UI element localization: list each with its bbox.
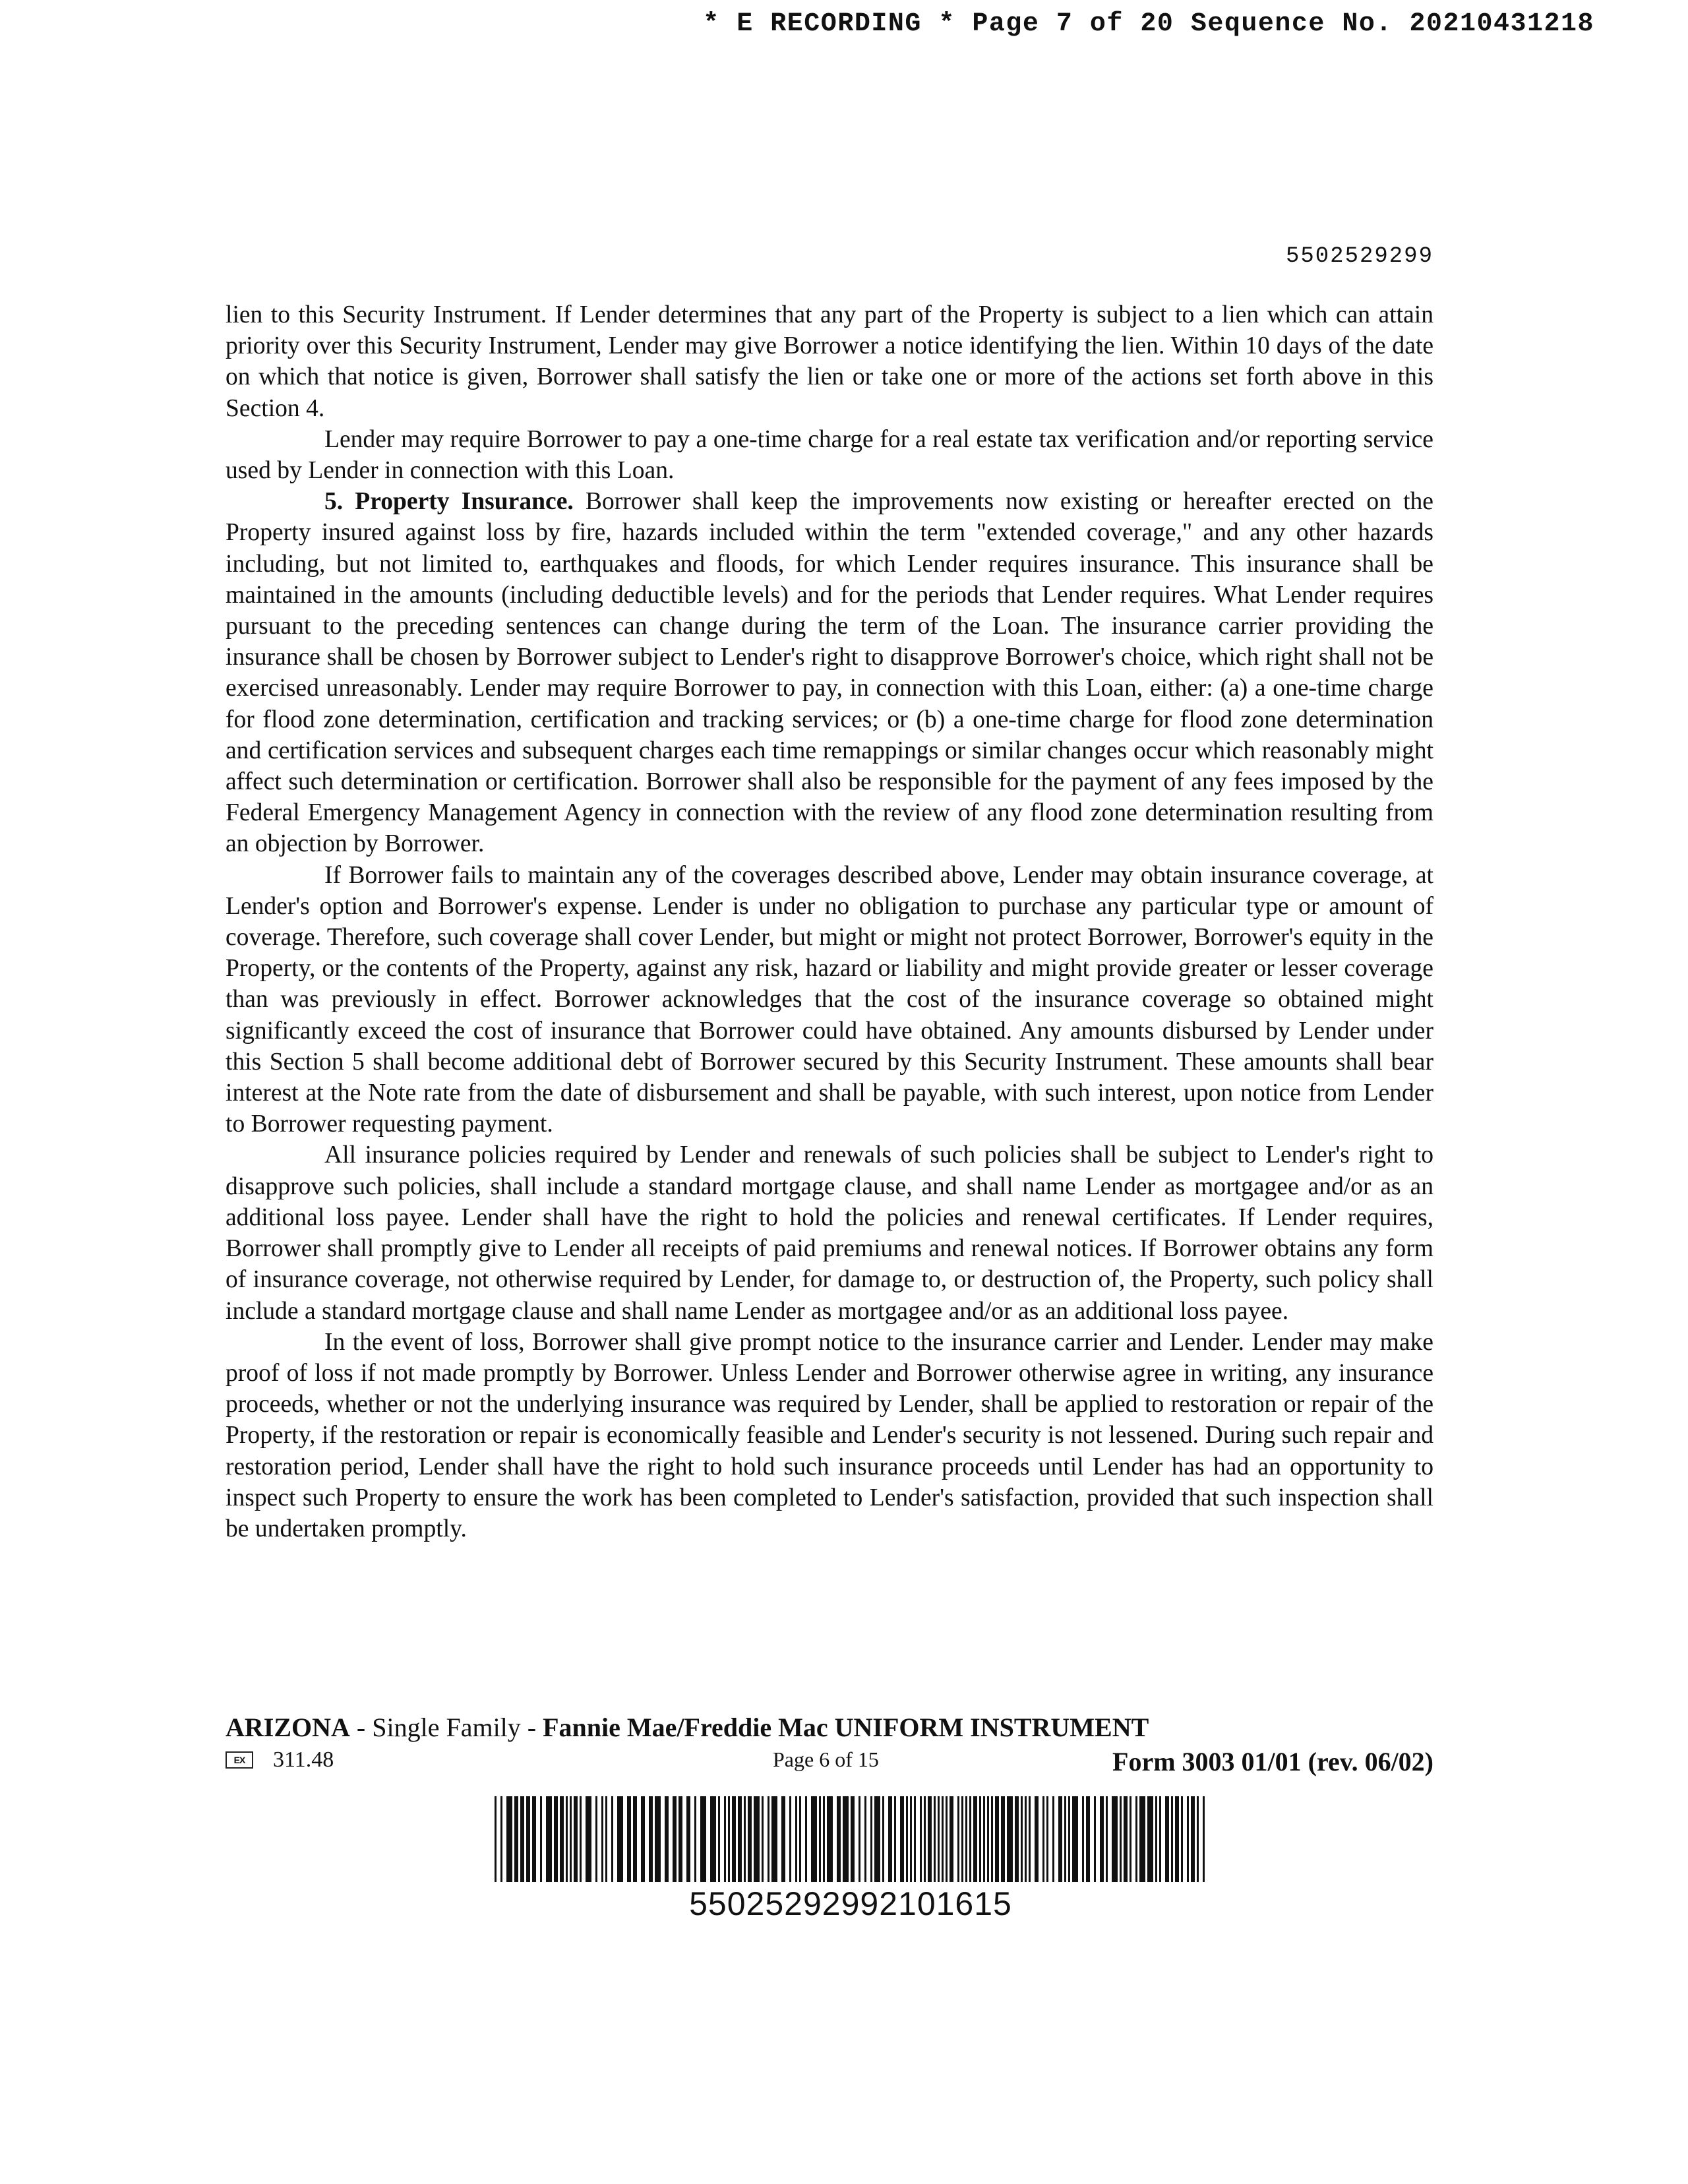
recording-header: * E RECORDING * Page 7 of 20 Sequence No. 20210431218 bbox=[703, 9, 1594, 39]
barcode-bar bbox=[768, 1796, 769, 1882]
barcode-bar bbox=[957, 1796, 959, 1882]
barcode-bar bbox=[605, 1796, 607, 1882]
barcode-bar bbox=[874, 1796, 880, 1882]
barcode-bar bbox=[1130, 1796, 1131, 1882]
barcode-bar bbox=[1094, 1796, 1096, 1882]
form-number: Form 3003 01/01 (rev. 06/02) bbox=[1112, 1747, 1433, 1776]
barcode-bar bbox=[1082, 1796, 1084, 1882]
barcode-bar bbox=[870, 1796, 872, 1882]
barcode-bar bbox=[560, 1796, 564, 1882]
footer-instrument-title bbox=[226, 1712, 1149, 1743]
paragraph-insurance-policies: All insurance policies required by Lender and renewals of such policies shall be subject to Lender's right to disapprove such policies, shall include a standard mortgage clause, and shall name Lender as mortgagee and/or as an additional loss payee. Lender shall have the right to hold the policies and renewal certificates. If Lender requires, Borrower shall promptly give to Lender all receipts of paid premiums and renewal notices. If Borrower obtains any form of insurance coverage, not otherwise required by Lender, for damage to, or destruction of, the Property, such policy shall include a standard mortgage clause and shall name Lender as mortgagee and/or as an additional loss payee. bbox=[226, 1141, 1433, 1325]
barcode-bar bbox=[1171, 1796, 1173, 1882]
paragraph-event-of-loss: In the event of loss, Borrower shall give prompt notice to the insurance carrier and Lender. Lender may make proof of loss if not made promptly by Borrower. Unless Lender and Borrower otherwise agree in writing, any insurance proceeds, whether or not the underlying insurance was required by Lender, shall be applied to restoration or repair of the Property, if the restoration or repair is economically feasible and Lender's security is not lessened. During such repair and restoration period, Lender shall have the right to hold such insurance proceeds until Lender has had an opportunity to inspect such Property to ensure the work has been completed to Lender's satisfaction, provided that such inspection shall be undertaken promptly. bbox=[226, 1328, 1433, 1542]
barcode-bar bbox=[934, 1796, 936, 1882]
barcode-bar bbox=[1181, 1796, 1183, 1882]
barcode-bar bbox=[1072, 1796, 1078, 1882]
barcode-bar bbox=[1175, 1796, 1179, 1882]
paragraph-property-insurance-text: Borrower shall keep the improvements now existing or hereafter erected on the Property insured against loss by fire, hazards included within the term "extended coverage," and any other hazards including, but not limited to, earthquakes and floods, for which Lender requires insurance. This insurance shall be maintained in the amounts (including deductible levels) and for the periods that Lender requires. What Lender requires pursuant to the preceding sentences can change during the term of the Loan. The insurance carrier providing the insurance shall be chosen by Borrower subject to Lender's right to disapprove Borrower's choice, which right shall not be exercised unreasonably. Lender may require Borrower to pay, in connection with this Loan, either: (a) a one-time charge for flood zone determination, certification and tracking services; or (b) a one-time charge for flood zone determination and certification services and subsequent charges each time remappings or similar changes occur which reasonably might affect such determination or certification. Borrower shall also be responsible for the payment of any fees imposed by the Federal Emergency Management Agency in connection with the review of any flood zone determination resulting from an objection by Borrower. bbox=[226, 488, 1433, 858]
barcode-bar bbox=[1007, 1796, 1013, 1882]
page-number: Page 6 of 15 bbox=[773, 1747, 879, 1771]
barcode-bar bbox=[882, 1796, 884, 1882]
barcode-bar bbox=[851, 1796, 855, 1882]
barcode-bar bbox=[965, 1796, 967, 1882]
paragraph-lien: lien to this Security Instrument. If Lender determines that any part of the Property is subject to a lien which can attain priority over this Security Instrument, Lender may give Borrower a notice identifying the lien. Within 10 days of the date on which that notice is given, Borrower shall satisfy the lien or take one or more of the actions set forth above in this Section 4. bbox=[226, 301, 1433, 422]
barcode-bar bbox=[795, 1796, 797, 1882]
barcode-bar bbox=[888, 1796, 892, 1882]
barcode-bar bbox=[586, 1796, 591, 1882]
barcode-bar bbox=[724, 1796, 726, 1882]
barcode-bar bbox=[894, 1796, 896, 1882]
loan-number: 5502529299 bbox=[1285, 244, 1433, 269]
paragraph-tax-verification: Lender may require Borrower to pay a one-time charge for a real estate tax verification and/or reporting service used by Lender in connection with this Loan. bbox=[226, 425, 1433, 485]
barcode-bar bbox=[781, 1796, 785, 1882]
barcode-bar bbox=[928, 1796, 932, 1882]
barcode-bar bbox=[1135, 1796, 1137, 1882]
barcode-bar bbox=[520, 1796, 524, 1882]
barcode-bar bbox=[1042, 1796, 1044, 1882]
paragraph-coverage-failure: If Borrower fails to maintain any of the coverages described above, Lender may obtain insurance coverage, at Lender's option and Borrower's expense. Lender is under no obligation to purchase any particular type or amount of coverage. Therefore, such coverage shall cover Lender, but might or might not protect Borrower, Borrower's equity in the Property, or the contents of the Property, against any risk, hazard or liability and might provide greater or lesser coverage than was previously in effect. Borrower acknowledges that the cost of the insurance coverage so obtained might significantly exceed the cost of insurance that Borrower could have obtained. Any amounts disbursed by Lender under this Section 5 shall become additional debt of Borrower secured by this Security Instrument. These amounts shall bear interest at the Note rate from the date of disbursement and shall be payable, with such interest, upon notice from Lender to Borrower requesting payment. bbox=[226, 861, 1433, 1138]
barcode-bar bbox=[686, 1796, 690, 1882]
barcode-bar bbox=[1197, 1796, 1199, 1882]
footer-form-row bbox=[226, 1746, 1433, 1779]
barcode-bar bbox=[514, 1796, 518, 1882]
footer-separator: - Single Family - bbox=[349, 1713, 543, 1742]
barcode-bar bbox=[540, 1796, 542, 1882]
barcode-bar bbox=[1187, 1796, 1189, 1882]
barcode-bar bbox=[627, 1796, 631, 1882]
section-heading-property-insurance: 5. Property Insurance. bbox=[324, 488, 574, 516]
barcode-bar bbox=[900, 1796, 904, 1882]
barcode-bar bbox=[732, 1796, 736, 1882]
barcode-bar bbox=[754, 1796, 760, 1882]
barcode-bar bbox=[700, 1796, 706, 1882]
barcode-bar bbox=[979, 1796, 981, 1882]
barcode-bar bbox=[1165, 1796, 1169, 1882]
barcode-bar bbox=[942, 1796, 944, 1882]
barcode-bar bbox=[946, 1796, 948, 1882]
barcode-bar bbox=[973, 1796, 977, 1882]
barcode-bar bbox=[678, 1796, 682, 1882]
barcode-bar bbox=[665, 1796, 669, 1882]
barcode-bar bbox=[914, 1796, 916, 1882]
barcode-bar bbox=[1029, 1796, 1031, 1882]
barcode-bar bbox=[611, 1796, 613, 1882]
barcode-bar bbox=[1124, 1796, 1128, 1882]
barcode-bar bbox=[1155, 1796, 1157, 1882]
barcode-bar bbox=[837, 1796, 841, 1882]
barcode-bar bbox=[1139, 1796, 1145, 1882]
barcode-number: 55025292992101615 bbox=[689, 1885, 1012, 1922]
barcode-bar bbox=[1106, 1796, 1108, 1882]
barcode-bar bbox=[991, 1796, 993, 1882]
barcode-bar bbox=[762, 1796, 764, 1882]
barcode-bar bbox=[961, 1796, 963, 1882]
barcode-bar bbox=[1147, 1796, 1153, 1882]
barcode-bar bbox=[570, 1796, 572, 1882]
barcode-bar bbox=[805, 1796, 807, 1882]
barcode-bar bbox=[1191, 1796, 1195, 1882]
barcode-bar bbox=[738, 1796, 742, 1882]
barcode-bar bbox=[843, 1796, 849, 1882]
document-body bbox=[226, 299, 1433, 1544]
barcode-bar bbox=[710, 1796, 716, 1882]
barcode-bar bbox=[744, 1796, 746, 1882]
form-logo-icon: EX bbox=[226, 1751, 253, 1769]
barcode-bar bbox=[566, 1796, 568, 1882]
barcode-bar bbox=[983, 1796, 985, 1882]
barcode-bar bbox=[1021, 1796, 1023, 1882]
barcode-bar bbox=[1064, 1796, 1066, 1882]
barcode-bar bbox=[1025, 1796, 1027, 1882]
barcode-bar bbox=[938, 1796, 940, 1882]
barcode-bar bbox=[1015, 1796, 1019, 1882]
barcode-bar bbox=[789, 1796, 791, 1882]
barcode-bar bbox=[950, 1796, 953, 1882]
barcode-bar bbox=[819, 1796, 821, 1882]
barcode-bar bbox=[906, 1796, 908, 1882]
barcode-bar bbox=[827, 1796, 833, 1882]
barcode-bar bbox=[718, 1796, 720, 1882]
barcode-bar bbox=[995, 1796, 999, 1882]
footer-instrument-name: Fannie Mae/Freddie Mac UNIFORM INSTRUMENT bbox=[543, 1713, 1149, 1742]
barcode-bar bbox=[574, 1796, 578, 1882]
barcode-bar bbox=[1046, 1796, 1048, 1882]
barcode-bar bbox=[969, 1796, 971, 1882]
barcode-bar bbox=[595, 1796, 597, 1882]
barcode-bar bbox=[673, 1796, 677, 1882]
form-code: 311.48 bbox=[273, 1747, 334, 1772]
barcode-bar bbox=[728, 1796, 730, 1882]
barcode-bar bbox=[554, 1796, 558, 1882]
barcode bbox=[495, 1796, 1207, 1882]
barcode-bar bbox=[1120, 1796, 1122, 1882]
barcode-bar bbox=[859, 1796, 860, 1882]
barcode-bar bbox=[649, 1796, 653, 1882]
barcode-bar bbox=[1058, 1796, 1062, 1882]
barcode-bar bbox=[655, 1796, 661, 1882]
barcode-bar bbox=[1159, 1796, 1161, 1882]
barcode-bar bbox=[617, 1796, 623, 1882]
barcode-bar bbox=[1052, 1796, 1054, 1882]
footer-state: ARIZONA bbox=[226, 1713, 350, 1742]
barcode-bar bbox=[771, 1796, 777, 1882]
barcode-bar bbox=[506, 1796, 512, 1882]
barcode-bar bbox=[748, 1796, 752, 1882]
barcode-bar bbox=[580, 1796, 582, 1882]
barcode-bar bbox=[924, 1796, 926, 1882]
barcode-bar bbox=[799, 1796, 801, 1882]
barcode-bar bbox=[1035, 1796, 1039, 1882]
barcode-bar bbox=[500, 1796, 502, 1882]
barcode-bar bbox=[823, 1796, 825, 1882]
barcode-bar bbox=[532, 1796, 536, 1882]
barcode-bar bbox=[1203, 1796, 1205, 1882]
barcode-bar bbox=[495, 1796, 497, 1882]
paragraph-property-insurance bbox=[226, 486, 1433, 859]
barcode-bar bbox=[1112, 1796, 1118, 1882]
barcode-bar bbox=[526, 1796, 530, 1882]
barcode-bar bbox=[1068, 1796, 1070, 1882]
barcode-bar bbox=[1100, 1796, 1104, 1882]
barcode-bar bbox=[811, 1796, 817, 1882]
barcode-bar bbox=[546, 1796, 552, 1882]
barcode-bar bbox=[601, 1796, 603, 1882]
barcode-bar bbox=[694, 1796, 696, 1882]
barcode-bar bbox=[864, 1796, 866, 1882]
barcode-bar bbox=[641, 1796, 645, 1882]
barcode-bar bbox=[633, 1796, 637, 1882]
barcode-bar bbox=[987, 1796, 989, 1882]
barcode-bar bbox=[1086, 1796, 1090, 1882]
barcode-bar bbox=[920, 1796, 922, 1882]
barcode-bar bbox=[910, 1796, 912, 1882]
barcode-bar bbox=[1001, 1796, 1005, 1882]
